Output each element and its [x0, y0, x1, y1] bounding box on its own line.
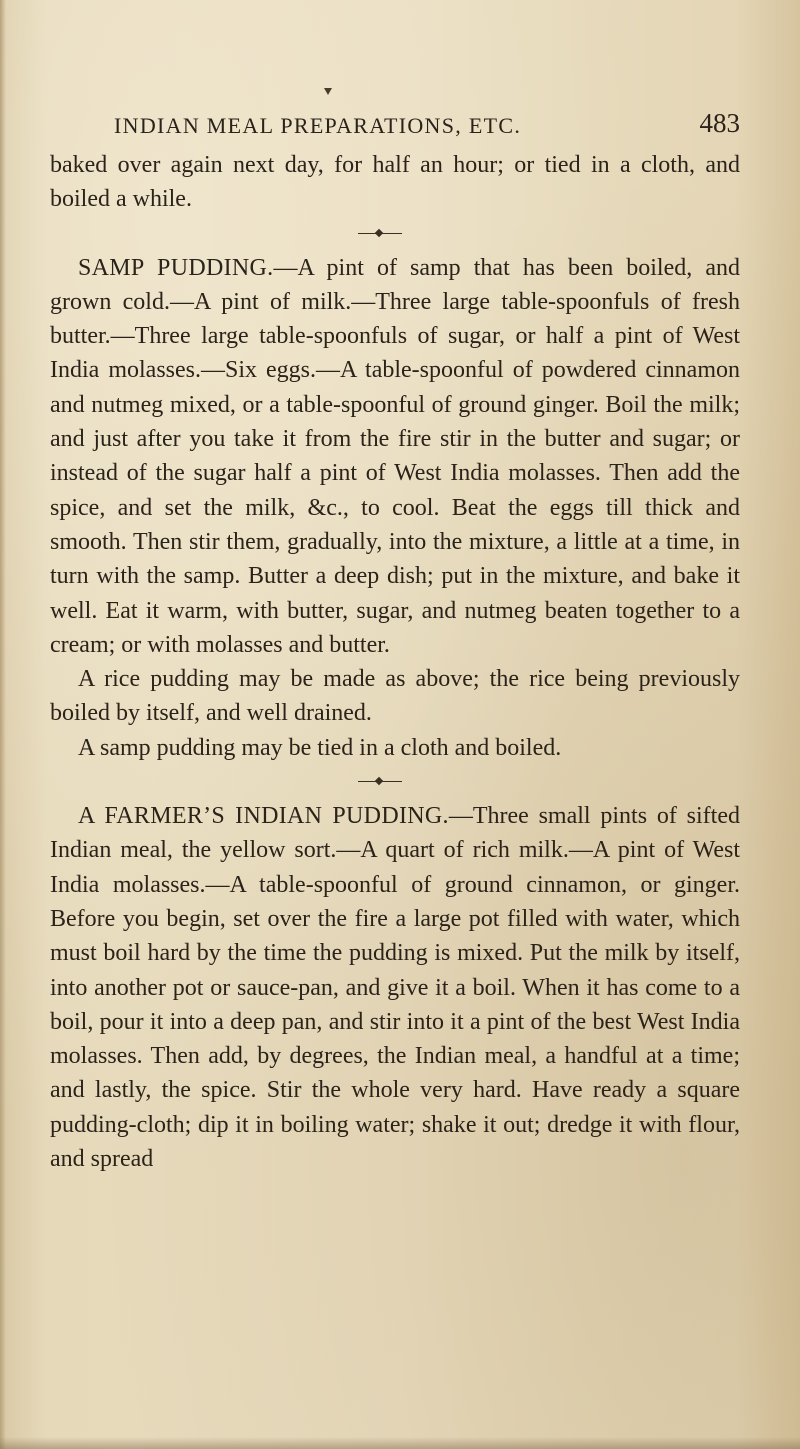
farmers-pudding-text: —Three small pints of sifted Indian meal, the yellow sort.—A quart of rich milk.—A pint of West India molasses.—A table-spoonful of ground cinnamon, or ginger. Before you begin, set over the fire a large pot filled with water, which must boil hard by the time the pudding is mixed. Put the milk by itself, into another pot or sauce-pan, and give it a boil. When it has come to a boil, pour it into a deep pan, and stir into it a pint of the best West India molasses. Then add, by degrees, the Indian meal, a handful at a time; and lastly, the spice. Stir the whole very hard. Have ready a square pudding-cloth; dip it in boiling water; shake it out; dredge it with flour, and spread	[50, 803, 740, 1173]
samp-cloth-note: A samp pudding may be tied in a cloth and boiled.	[78, 734, 562, 761]
samp-pudding-text: —A pint of samp that has been boiled, and grown cold.—A pint of milk.—Three large table-spoonfuls of fresh butter.—Three large table-spoonfuls of sugar, or half a pint of West India molasses.—Six eggs.—A table-spoonful of powdered cinnamon and nutmeg mixed, or a table-spoonful of ground ginger. Boil the milk; and just after you take it from the fire stir in the butter and sugar; or instead of the sugar half a pint of West India molasses. Then add the spice, and set the milk, &c., to cool. Beat the eggs till thick and smooth. Then stir them, gradually, into the mixture, a little at a time, in turn with the samp. Butter a deep dish; put in the mixture, and bake it well. Eat it warm, with butter, sugar, and nutmeg beaten together to a cream; or with molasses and butter.	[50, 254, 740, 658]
divider-ornament-icon	[375, 228, 383, 236]
page-edge-shadow	[0, 0, 6, 1449]
running-header	[50, 103, 740, 143]
samp-pudding-heading: SAMP PUDDING.	[78, 254, 274, 281]
running-title: INDIAN MEAL PREPARATIONS, ETC.	[114, 113, 522, 138]
continued-paragraph: baked over again next day, for half an hour; or tied in a cloth, and boiled a while.	[50, 152, 740, 213]
section-divider	[50, 217, 740, 251]
farmers-pudding-recipe	[50, 799, 740, 1176]
farmers-pudding-heading: A FARMER’S INDIAN PUDDING.	[78, 803, 449, 830]
samp-pudding-recipe	[50, 251, 740, 663]
page-body	[50, 148, 740, 1176]
section-divider	[50, 765, 740, 799]
rice-pudding-note: A rice pudding may be made as above; the rice being previously boiled by itself, and well drained.	[50, 666, 740, 727]
divider-ornament-icon	[375, 777, 383, 785]
page-bottom-shadow	[0, 1437, 800, 1449]
page-number: 483	[699, 108, 740, 138]
printer-mark	[324, 88, 332, 95]
